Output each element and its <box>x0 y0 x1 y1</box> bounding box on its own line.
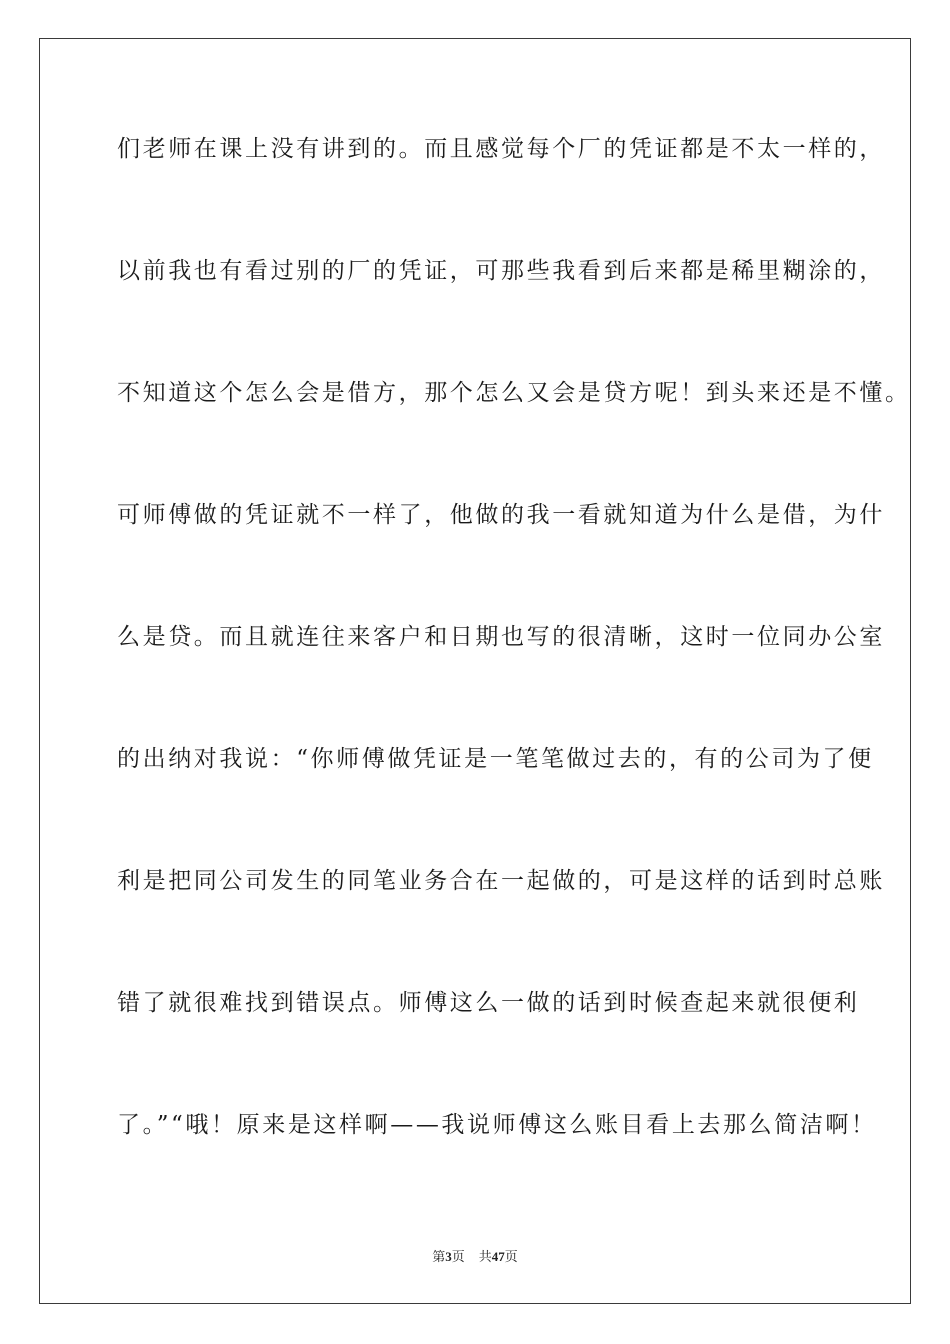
text-line: 们老师在课上没有讲到的。而且感觉每个厂的凭证都是不太一样的， <box>117 136 885 162</box>
total-pages: 47 <box>491 1249 505 1264</box>
body-text <box>117 129 911 1227</box>
page-footer <box>0 1248 950 1267</box>
text-line: 以前我也有看过别的厂的凭证，可那些我看到后来都是稀里糊涂的， <box>117 258 885 284</box>
text-line: 么是贷。而且就连往来客户和日期也写的很清晰，这时一位同办公室 <box>117 624 885 650</box>
page-suffix: 页 <box>451 1250 465 1265</box>
text-line: 可师傅做的凭证就不一样了，他做的我一看就知道为什么是借，为什 <box>117 502 885 528</box>
text-line: 错了就很难找到错误点。师傅这么一做的话到时候查起来就很便利 <box>117 990 860 1016</box>
text-line: 利是把同公司发生的同笔业务合在一起做的，可是这样的话到时总账 <box>117 868 885 894</box>
total-prefix: 共 <box>478 1250 492 1265</box>
text-line: 不知道这个怎么会是借方，那个怎么又会是贷方呢！到头来还是不懂。 <box>117 380 911 406</box>
text-line: 了。”“哦！原来是这样啊——我说师傅这么账目看上去那么简洁啊！ <box>117 1112 877 1138</box>
page-number: 3 <box>445 1249 452 1264</box>
total-suffix: 页 <box>504 1250 518 1265</box>
text-line: 的出纳对我说：“你师傅做凭证是一笔笔做过去的，有的公司为了便 <box>117 746 874 772</box>
page-prefix: 第 <box>432 1250 446 1265</box>
